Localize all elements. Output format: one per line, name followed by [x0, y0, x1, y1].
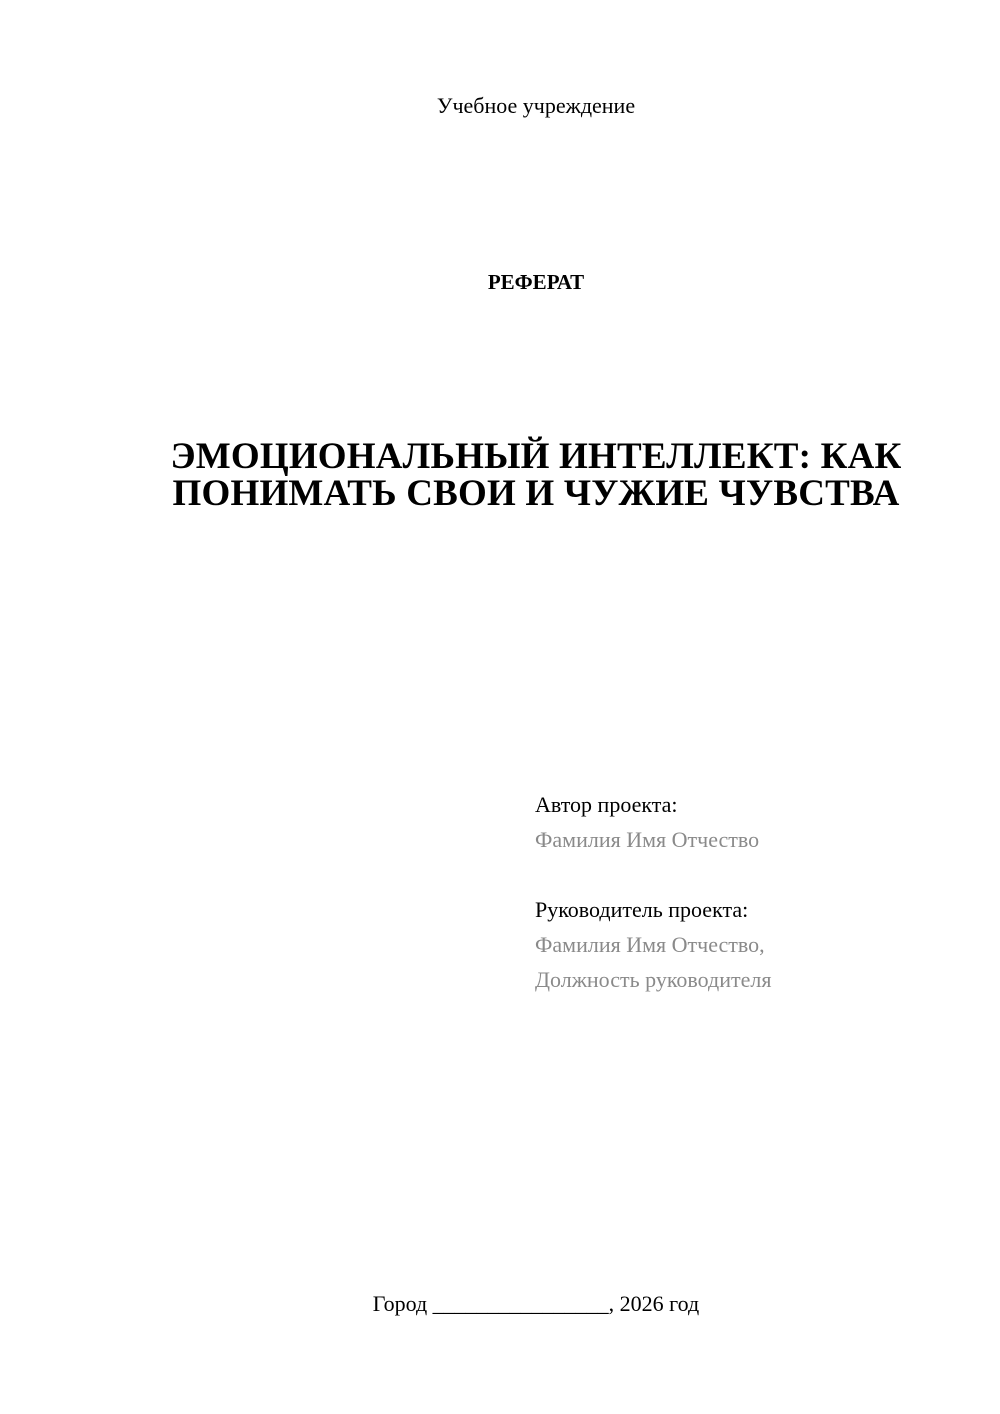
- supervisor-block: [535, 892, 771, 997]
- supervisor-label: Руководитель проекта:: [535, 897, 749, 922]
- institution-name: Учебное учреждение: [436, 93, 636, 118]
- supervisor-name: Фамилия Имя Отчество,: [535, 932, 765, 957]
- title-line-2: ПОНИМАТЬ СВОИ И ЧУЖИЕ ЧУВСТВА: [172, 473, 900, 514]
- document-type: РЕФЕРАТ: [487, 270, 585, 294]
- supervisor-position: Должность руководителя: [535, 967, 772, 992]
- author-name: Фамилия Имя Отчество: [535, 827, 760, 852]
- author-block: [535, 787, 759, 857]
- document-title: [140, 438, 932, 512]
- title-line-1: ЭМОЦИОНАЛЬНЫЙ ИНТЕЛЛЕКТ: КАК: [170, 436, 902, 477]
- city-year-line: Город ________________, 2026 год: [372, 1291, 700, 1316]
- author-label: Автор проекта:: [535, 792, 678, 817]
